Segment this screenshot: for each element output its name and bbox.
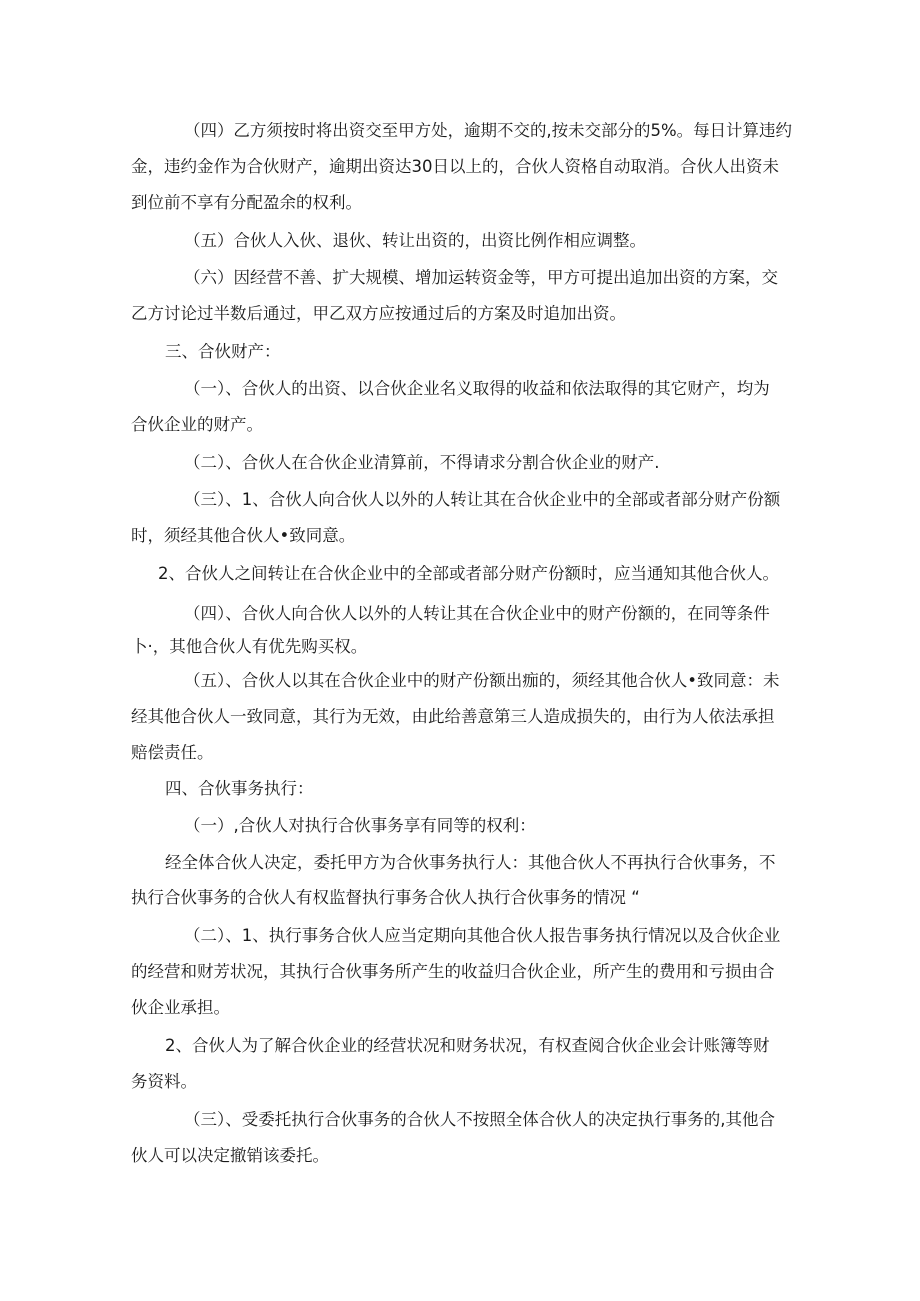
paragraph-line: 乙方讨论过半数后通过，甲乙双方应按通过后的方案及时追加出资。: [131, 304, 626, 323]
paragraph-line: （三）、受委托执行合伙事务的合伙人不按照全体合伙人的决定执行事务的,其他合: [184, 1110, 775, 1129]
paragraph-line: （二）、合伙人在合伙企业清算前，不得请求分割合伙企业的财产.: [184, 453, 660, 472]
paragraph-line: （五）、合伙人以其在合伙企业中的财产份额出痂的，须经其他合伙人•致同意：未: [184, 671, 780, 690]
paragraph-line: 的经营和财芳状况，其执行合伙事务所产生的收益归合伙企业，所产生的费用和亏损由合: [131, 962, 775, 981]
paragraph-line: 经其他合伙人一致同意，其行为无效，由此给善意第三人造成损失的，由行为人依法承担: [131, 707, 775, 726]
paragraph-line: （五）合伙人入伙、退伙、转让出资的，出资比例作相应调整。: [184, 231, 646, 250]
paragraph-line: （三）、1、合伙人向合伙人以外的人转让其在合伙企业中的全部或者部分财产份额: [184, 490, 781, 509]
paragraph-line: 执行合伙事务的合伙人有权监督执行事务合伙人执行合伙事务的情况 “: [131, 888, 640, 907]
paragraph-line: （一）,合伙人对执行合伙事务享有同等的权利：: [184, 816, 536, 835]
paragraph-line: （二）、1、执行事务合伙人应当定期向其他合伙人报告事务执行情况以及合伙企业: [184, 926, 781, 945]
paragraph-line: 赔偿责任。: [131, 743, 214, 762]
paragraph-line: 时，须经其他合伙人•致同意。: [131, 526, 356, 545]
paragraph-line: 到位前不享有分配盈余的权利。: [131, 193, 362, 212]
paragraph-line: （一）、合伙人的出资、以合伙企业名义取得的收益和依法取得的其它财产，均为: [184, 379, 770, 398]
paragraph-line: 务资料。: [131, 1072, 197, 1091]
paragraph-line: （四）、合伙人向合伙人以外的人转让其在合伙企业中的财产份额的，在同等条件: [184, 604, 770, 623]
paragraph-line: 伙企业承担。: [131, 998, 230, 1017]
paragraph-line: （六）因经营不善、扩大规模、增加运转资金等，甲方可提出追加出资的方案，交: [184, 268, 778, 287]
paragraph-line: 伙人可以决定撤销该委托。: [131, 1146, 329, 1165]
paragraph-line: 合伙企业的财产。: [131, 415, 263, 434]
paragraph-line: 经全体合伙人决定，委托甲方为合伙事务执行人：其他合伙人不再执行合伙事务，不: [165, 853, 776, 872]
paragraph-line: 2、合伙人为了解合伙企业的经营状况和财务状况，有权查阅合伙企业会计账簿等财: [165, 1036, 770, 1055]
paragraph-line: 金，违约金作为合伙财产，逾期出资达30日以上的，合伙人资格自动取消。合伙人出资未: [131, 157, 779, 176]
paragraph-line: 卜·，其他合伙人有优先购买权。: [131, 637, 368, 656]
section-heading: 四、合伙事务执行：: [165, 779, 314, 798]
paragraph-line: （四）乙方须按时将出资交至甲方处，逾期不交的,按未交部分的5%。每日计算违约: [184, 121, 792, 140]
section-heading: 三、合伙财产：: [165, 342, 281, 361]
paragraph-line: 2、合伙人之间转让在合伙企业中的全部或者部分财产份额时，应当通知其他合伙人。: [158, 564, 779, 583]
